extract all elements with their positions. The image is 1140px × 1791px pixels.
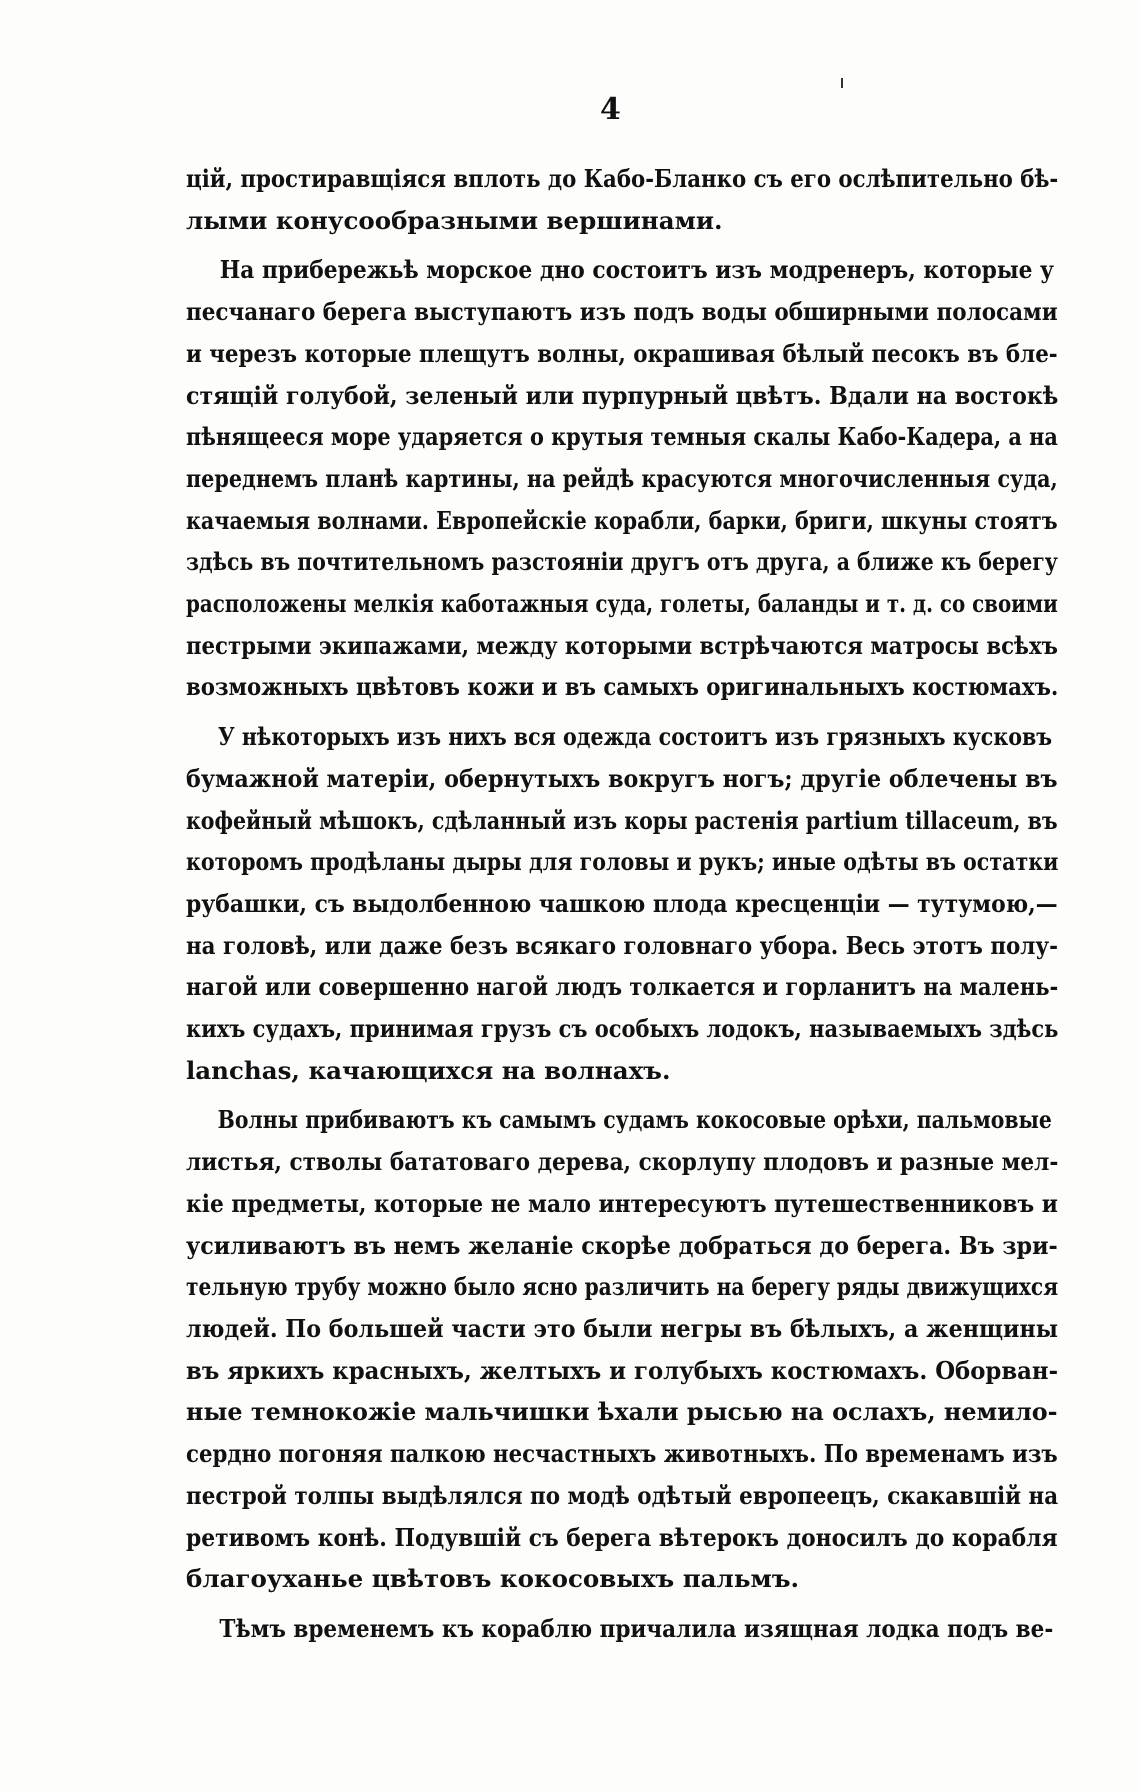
text-line: пѣнящееся море ударяется о крутыя темныя скалы Кабо-Кадера, а на [186, 422, 1058, 452]
text-line: Волны прибиваютъ къ самымъ судамъ кокосовые орѣхи, пальмовые [217, 1105, 1052, 1135]
text-line: возможныхъ цвѣтовъ кожи и въ самыхъ оригинальныхъ костюмахъ. [186, 672, 1059, 702]
paragraph-4 [186, 1099, 1058, 1599]
text-line: на головѣ, или даже безъ всякаго головнаго убора. Весь этотъ полу- [186, 930, 1059, 960]
text-line: На прибережьѣ морское дно состоитъ изъ модренеръ, которые у [219, 255, 1054, 285]
body-text [186, 158, 1058, 1650]
stray-ink-mark [841, 78, 843, 88]
text-line: У нѣкоторыхъ изъ нихъ вся одежда состоитъ изъ грязныхъ кусковъ [217, 722, 1053, 752]
paragraph-3 [186, 716, 1058, 1091]
text-line: кіе предметы, которые не мало интересуютъ путешественниковъ и [186, 1188, 1058, 1218]
page-number: 4 [600, 92, 621, 127]
text-line: lanchas, качающихся на волнахъ. [186, 1055, 671, 1085]
text-line: бумажной матеріи, обернутыхъ вокругъ ногъ; другіе облечены въ [186, 763, 1058, 793]
text-line: и черезъ которые плещутъ волны, окрашивая бѣлый песокъ въ бле- [186, 338, 1058, 368]
paragraph-1 [186, 158, 1058, 241]
text-line: здѣсь въ почтительномъ разстояніи другъ отъ друга, а ближе къ берегу [186, 547, 1058, 577]
text-line: усиливаютъ въ немъ желаніе скорѣе добраться до берега. Въ зри- [186, 1230, 1058, 1260]
text-line: въ яркихъ красныхъ, желтыхъ и голубыхъ костюмахъ. Оборван- [186, 1355, 1059, 1385]
text-line: стящій голубой, зеленый или пурпурный цвѣтъ. Вдали на востокѣ [186, 380, 1059, 410]
text-line: Тѣмъ временемъ къ кораблю причалила изящная лодка подъ ве- [219, 1613, 1054, 1643]
paragraph-2 [186, 249, 1058, 708]
text-line: рубашки, съ выдолбенною чашкою плода кресценціи — тутумою,— [186, 888, 1058, 918]
text-line: которомъ продѣланы дыры для головы и рукъ; иные одѣты въ остатки [186, 847, 1059, 877]
text-line: песчанаго берега выступаютъ изъ подъ воды обширными полосами [186, 297, 1058, 327]
text-line: людей. По большей части это были негры въ бѣлыхъ, а женщины [186, 1313, 1058, 1343]
text-line: переднемъ планѣ картины, на рейдѣ красуются многочисленныя суда, [186, 463, 1058, 493]
text-line: лыми конусообразными вершинами. [186, 205, 723, 235]
text-line: сердно погоняя палкою несчастныхъ животныхъ. По временамъ изъ [186, 1439, 1058, 1469]
text-line: пестрой толпы выдѣлялся по модѣ одѣтый европеецъ, скакавшій на [186, 1480, 1059, 1510]
text-line: листья, стволы бататоваго дерева, скорлупу плодовъ и разные мел- [186, 1147, 1059, 1177]
text-line: тельную трубу можно было ясно различить на берегу ряды движущихся [186, 1272, 1059, 1302]
text-line: расположены мелкія каботажныя суда, голеты, баланды и т. д. со своими [186, 589, 1058, 619]
text-line: кофейный мѣшокъ, сдѣланный изъ коры растенія partium tillaceum, въ [186, 805, 1058, 835]
text-line: кихъ судахъ, принимая грузъ съ особыхъ лодокъ, называемыхъ здѣсь [186, 1014, 1059, 1044]
text-line: ретивомъ конѣ. Подувшій съ берега вѣтерокъ доносилъ до корабля [186, 1522, 1058, 1552]
text-line: благоуханье цвѣтовъ кокосовыхъ пальмъ. [186, 1564, 800, 1594]
text-line: цій, простиравщіяся вплоть до Кабо-Бланко съ его ослѣпительно бѣ- [186, 164, 1059, 193]
text-line: качаемыя волнами. Европейскіе корабли, барки, бриги, шкуны стоятъ [186, 505, 1058, 535]
paragraph-5 [186, 1608, 1058, 1650]
text-line: нагой или совершенно нагой людъ толкается и горланитъ на малень- [186, 972, 1059, 1002]
text-line: ные темнокожіе мальчишки ѣхали рысью на ослахъ, немило- [186, 1397, 1058, 1427]
text-line: пестрыми экипажами, между которыми встрѣчаются матросы всѣхъ [186, 630, 1058, 660]
